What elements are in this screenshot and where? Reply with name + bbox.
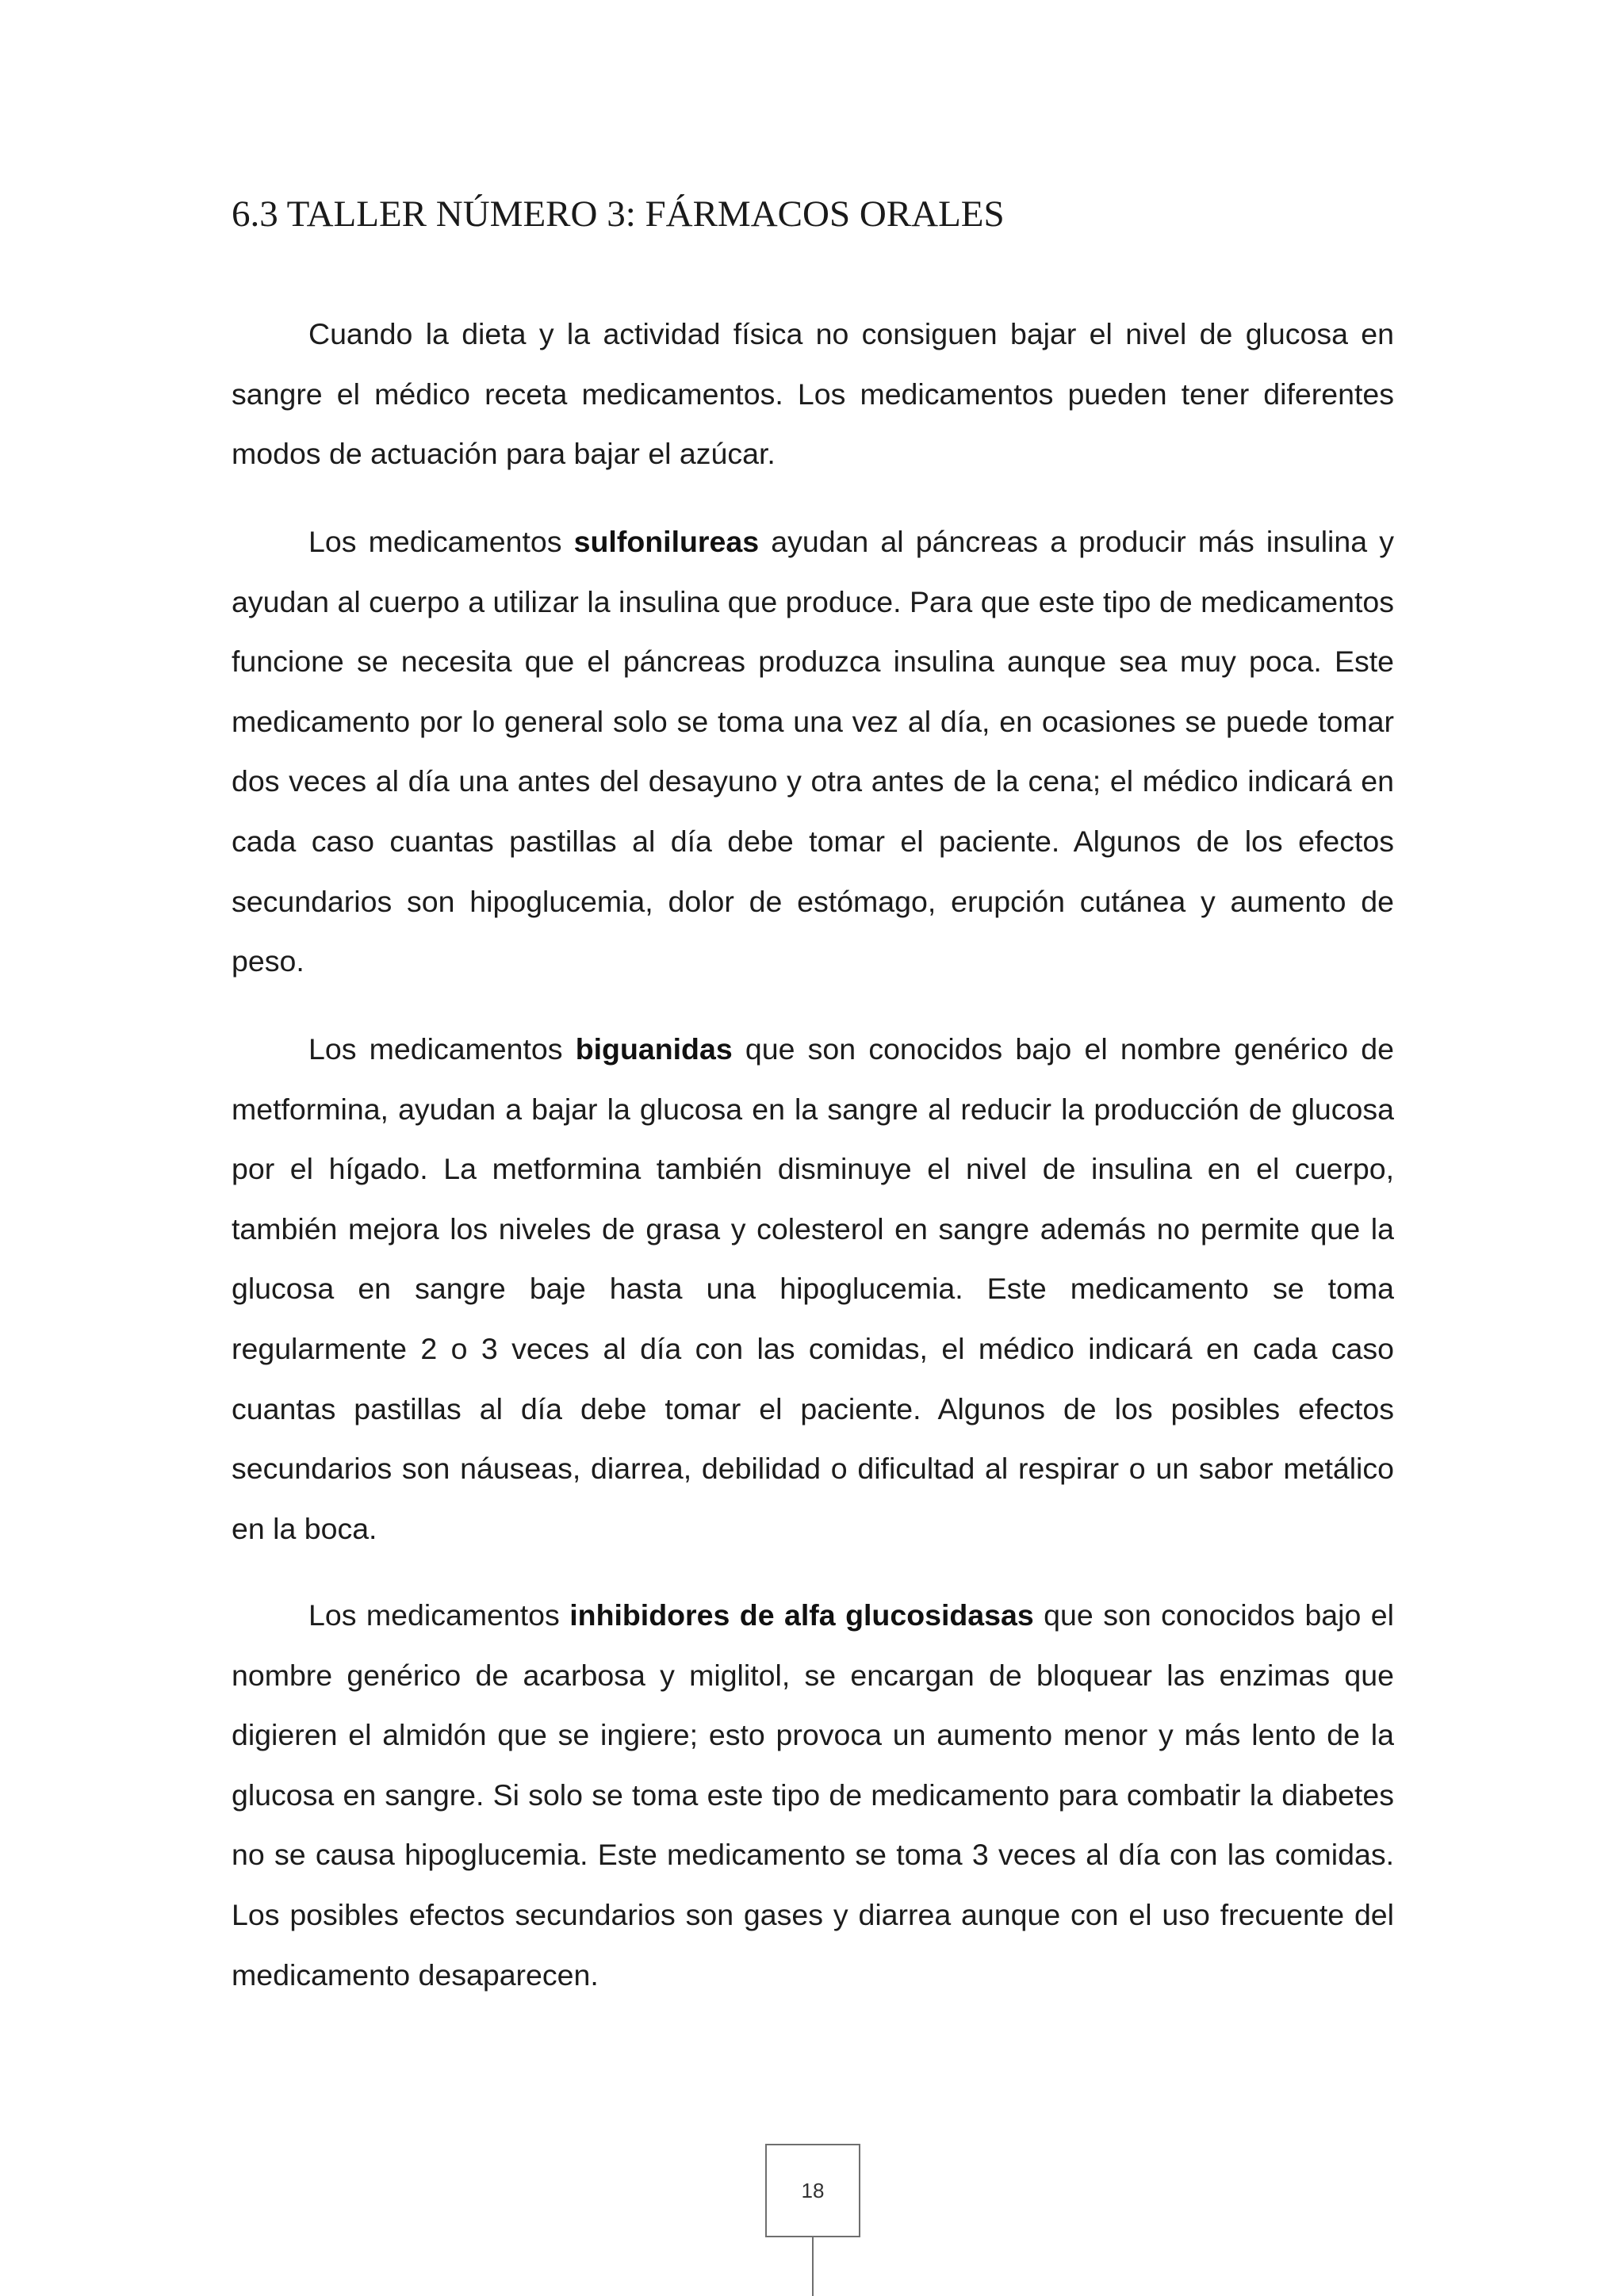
paragraph-text-body: que son conocidos bajo el nombre genérico de acarbosa y miglitol, se encargan de bloquear las enzimas que digieren el almidón que se ingiere; esto provoca un aumento menor y más lento de la glucosa en sangre. Si solo se toma este tipo de medicamento para combatir la diabetes no se causa hipoglucemia. Este medicamento se toma 3 veces al día con las comidas. Los posibles efectos secundarios son gases y diarrea aunque con el uso frecuente del medicamento desaparecen. [232,1598,1394,1992]
paragraph-text-body: ayudan al páncreas a producir más insulina y ayudan al cuerpo a utilizar la insulina que produce. Para que este tipo de medicamentos funcione se necesita que el páncreas produzca insulina aunque sea muy poca. Este medicamento por lo general solo se toma una vez al día, en ocasiones se puede tomar dos veces al día una antes del desayuno y otra antes de la cena; el médico indicará en cada caso cuantas pastillas al día debe tomar el paciente. Algunos de los efectos secundarios son hipoglucemia, dolor de estómago, erupción cutánea y aumento de peso. [232,525,1394,978]
paragraph-text-lead: Los medicamentos [308,1598,570,1632]
paragraph-text-lead: Los medicamentos [308,1032,576,1066]
paragraph-intro [232,304,1394,484]
page-number-box [765,2144,860,2237]
paragraph-text-lead: Los medicamentos [308,525,574,558]
paragraph-text: Cuando la dieta y la actividad física no consiguen bajar el nivel de glucosa en sangre el médico receta medicamentos. Los medicamentos pueden tener diferentes modos de actuación para bajar el azúcar. [232,317,1394,471]
section-heading: 6.3 TALLER NÚMERO 3: FÁRMACOS ORALES [232,193,1005,235]
page-number-connector-line [812,2237,814,2296]
drug-class-term: biguanidas [575,1032,733,1066]
drug-class-term: inhibidores de alfa glucosidasas [569,1598,1034,1632]
paragraph-inhibidores [232,1586,1394,2005]
paragraph-sulfonilureas [232,512,1394,992]
paragraph-text-body: que son conocidos bajo el nombre genérico de metformina, ayudan a bajar la glucosa en la sangre al reducir la producción de glucosa por el hígado. La metformina también disminuye el nivel de insulina en el cuerpo, también mejora los niveles de grasa y colesterol en sangre además no permite que la glucosa en sangre baje hasta una hipoglucemia. Este medicamento se toma regularmente 2 o 3 veces al día con las comidas, el médico indicará en cada caso cuantas pastillas al día debe tomar el paciente. Algunos de los posibles efectos secundarios son náuseas, diarrea, debilidad o dificultad al respirar o un sabor metálico en la boca. [232,1032,1394,1545]
paragraph-biguanidas [232,1020,1394,1559]
drug-class-term: sulfonilureas [573,525,760,558]
page-number: 18 [801,2178,825,2202]
